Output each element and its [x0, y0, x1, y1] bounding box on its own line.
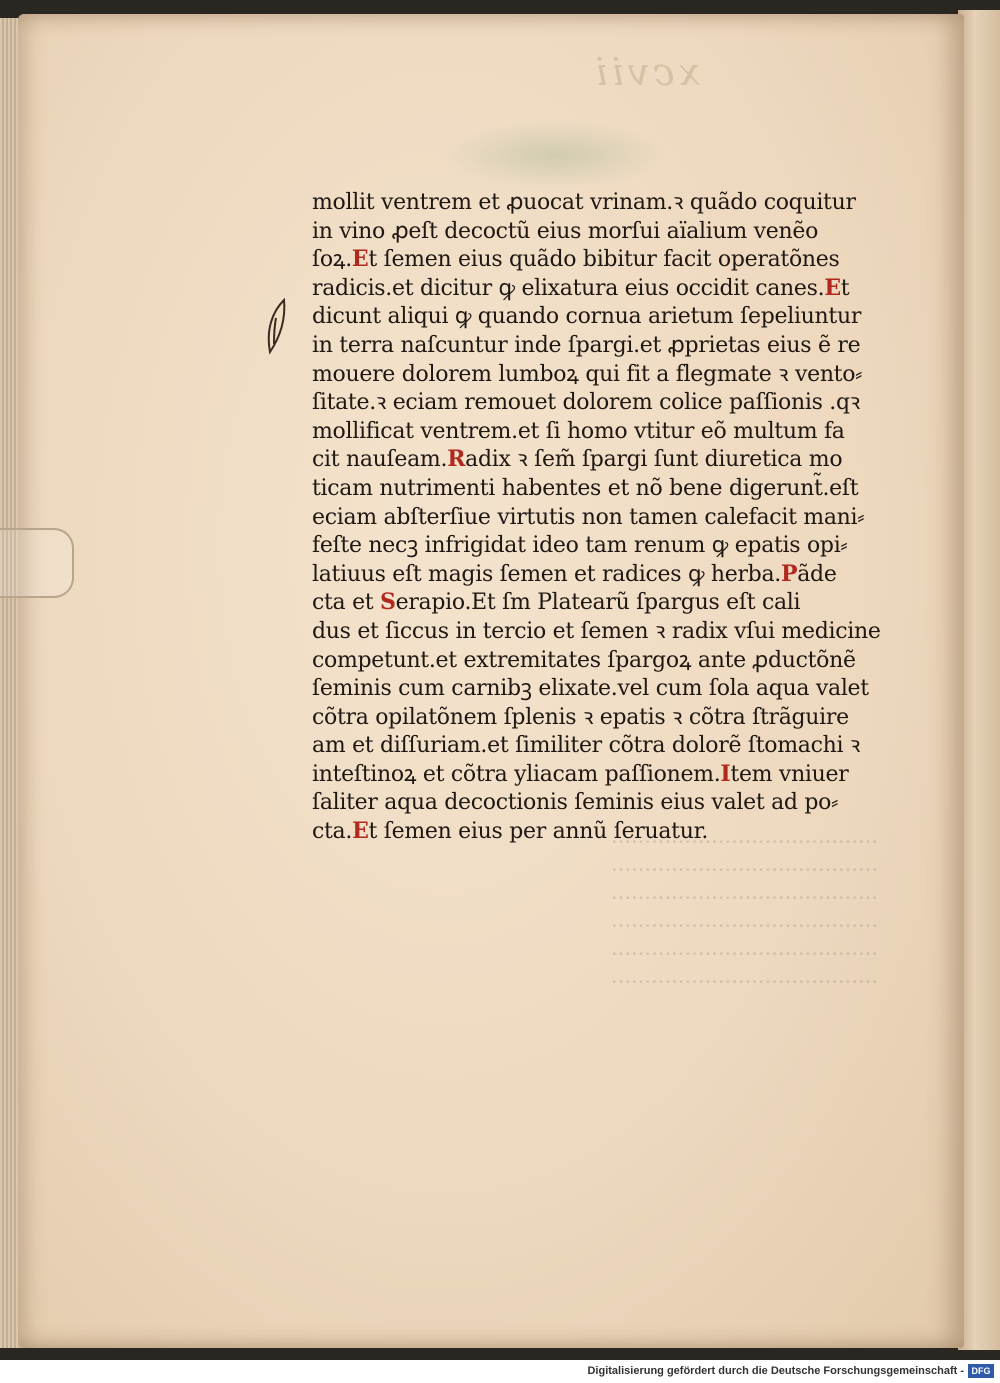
show-through-line: ········································: [610, 886, 878, 910]
text-line: mouere dolorem lumboꝝ qui fit a flegmate ꝛ vento⸗: [312, 361, 863, 387]
text-line: radicis.et dicitur ꝙ elixatura eius occidit canes.Et: [312, 274, 850, 301]
text-line: cta.Et ſemen eius per annũ ſeruatur.: [312, 818, 709, 845]
text-line: ſaliter aqua decoctionis ſeminis eius valet ad po⸗: [312, 790, 839, 816]
footer-bar: [0, 1360, 1000, 1383]
rubricated-initial: S: [380, 589, 396, 616]
text-line: dicunt aliqui ꝙ quando cornua arietum ſepeliuntur: [312, 304, 862, 330]
text-line: cta et Serapio.Et ſm Platearũ ſpargus eſt cali: [312, 589, 801, 616]
show-through-line: ········································: [610, 970, 878, 994]
text-line: feſte necꝫ infrigidat ideo tam renum ꝙ epatis opi⸗: [312, 533, 848, 559]
text-line: mollit ventrem et ꝓuocat vrinam.ꝛ quãdo coquitur: [312, 190, 856, 215]
rubricated-initial: E: [352, 818, 369, 845]
rubricated-initial: R: [447, 446, 466, 473]
dfg-logo-icon: DFG: [968, 1364, 994, 1378]
text-line: ticam nutrimenti habentes et nõ bene digerunt̃.eſt: [312, 475, 859, 501]
show-through-text: [318, 828, 878, 996]
text-line: cit nauſeam.Radix ꝛ ſem̃ ſpargi ſunt diuretica mo: [312, 446, 843, 473]
rubricated-initial: E: [824, 274, 841, 301]
show-through-line: ········································: [610, 830, 878, 854]
footer-credit: Digitalisierung gefördert durch die Deutsche Forschungsgemeinschaft -: [587, 1365, 964, 1377]
rubricated-initial: I: [720, 760, 731, 787]
text-line: ſeminis cum carnibꝫ elixate.vel cum ſola aqua valet: [312, 676, 869, 702]
text-line: dus et ſiccus in tercio et ſemen ꝛ radix vſui medicine: [312, 618, 881, 644]
text-line: eciam abſterſiue virtutis non tamen calefacit mani⸗: [312, 504, 865, 530]
text-line: ſitate.ꝛ eciam remouet dolorem colice paſſionis .qꝛ: [312, 390, 860, 416]
show-through-illustration: [440, 120, 670, 190]
rubricated-initial: P: [780, 560, 798, 587]
text-line: in vino ꝓeſt decoctũ eius morſui aïalium venẽo: [312, 218, 819, 244]
text-line: mollificat ventrem.et ſi homo vtitur eõ multum fa: [312, 418, 845, 444]
show-through-line: ········································: [610, 914, 878, 938]
marginal-mark: [262, 296, 292, 358]
page-clip: [0, 528, 74, 598]
folio-number: xcvii: [591, 50, 700, 94]
text-line: inteſtinoꝝ et cõtra yliacam paſſionem.Item vniuer: [312, 760, 849, 787]
text-line: competunt.et extremitates ſpargoꝝ ante ꝓductõnẽ: [312, 647, 856, 673]
text-line: latiuus eſt magis ſemen et radices ꝙ herba.Pãde: [312, 560, 837, 587]
rubricated-initial: E: [351, 246, 369, 273]
show-through-line: ········································: [610, 858, 878, 882]
text-line: am et diſſuriam.et ſimiliter cõtra dolorẽ ſtomachi ꝛ: [312, 733, 861, 759]
show-through-line: ········································: [610, 942, 878, 966]
text-line: cõtra opilatõnem ſplenis ꝛ epatis ꝛ cõtra ſtrãguire: [312, 704, 849, 730]
text-line: in terra naſcuntur inde ſpargi.et ꝓprietas eius ẽ re: [312, 332, 861, 358]
page-stack-right: [958, 10, 1000, 1350]
text-block: [312, 188, 892, 846]
text-line: ſoꝝ.Et ſemen eius quãdo bibitur facit operatõnes: [312, 246, 840, 273]
